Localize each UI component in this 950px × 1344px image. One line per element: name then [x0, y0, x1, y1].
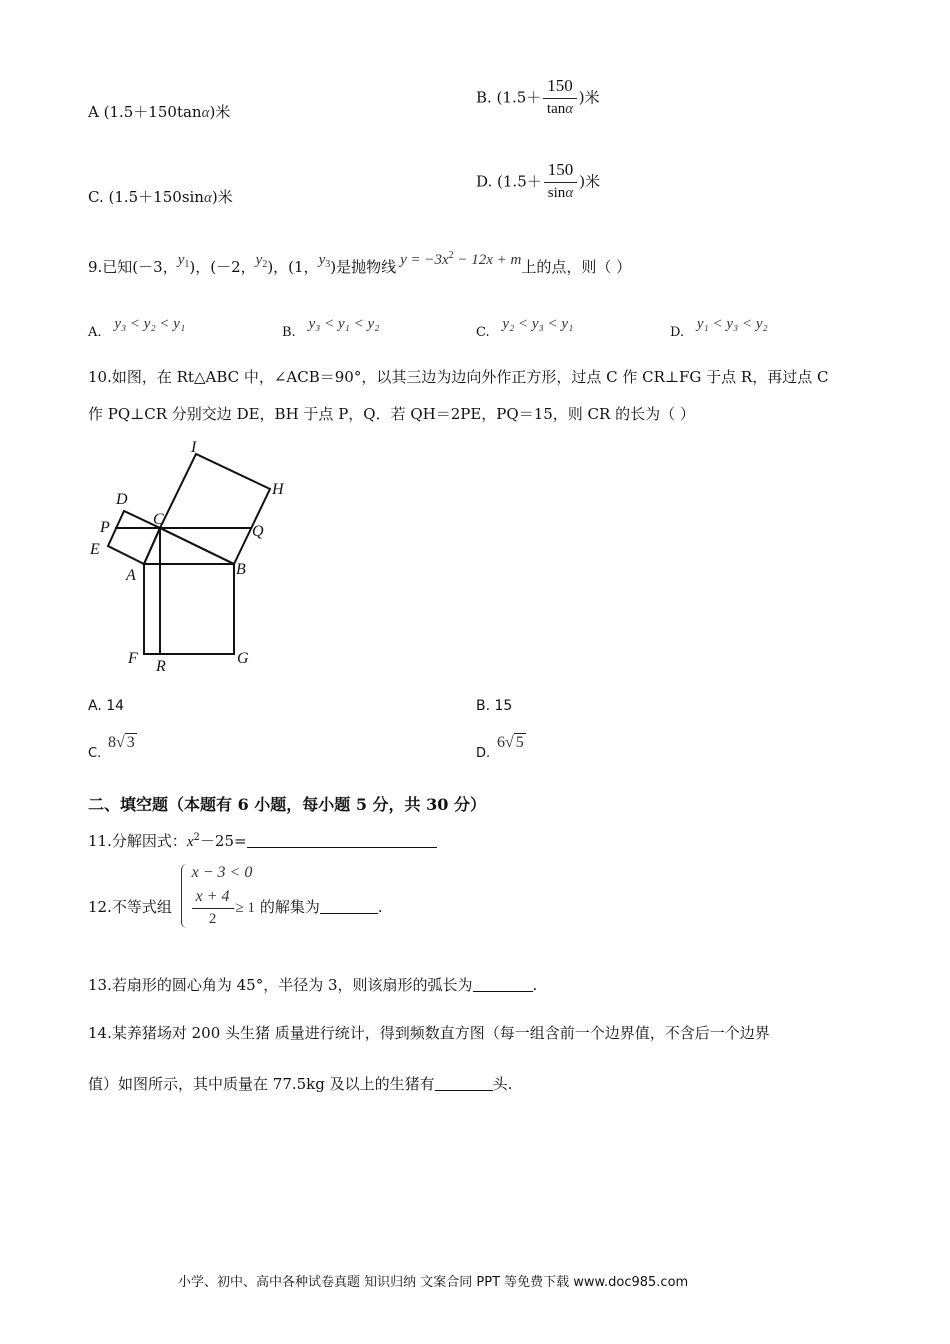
- triangle-abc: [144, 528, 234, 564]
- q14-text-line2: 值）如图所示，其中质量在 77.5kg 及以上的生猪有 头.: [88, 1075, 513, 1093]
- q10-text-line1: 10.如图，在 Rt△ABC 中，∠ACB＝90°，以其三边为边向外作正方形，过点 C 作 CR⊥FG 于点 R，再过点 C: [88, 368, 829, 386]
- section2-title: 二、填空题（本题有 6 小题，每小题 5 分，共 30 分）: [88, 795, 486, 814]
- q10-option-d: D. 6√ 5: [476, 734, 524, 761]
- label-f: F: [128, 650, 138, 667]
- label-q: Q: [252, 523, 264, 540]
- q14-text-line1: 14.某养猪场对 200 头生猪 质量进行统计，得到频数直方图（每一组含前一个边界值，不含后一个边界: [88, 1024, 770, 1042]
- q8-option-d: D. (1.5＋ $\frac{150}{\sin\alpha}$ )米: [476, 160, 601, 201]
- q10-text-line2: 作 PQ⊥CR 分别交边 DE，BH 于点 P，Q．若 QH＝2PE，PQ＝15，则 CR 的长为（ ）: [88, 405, 695, 423]
- q10-option-c: C. 8√ 3: [88, 734, 135, 761]
- q9-question: 9.已知(－3，$y_1$)，(－2，$y_2$)，(1，$y_3$)是抛物线 $y = -3x^2 - 12x + m$上的点，则（ ）: [88, 250, 632, 276]
- square-cbhi: [160, 454, 270, 564]
- q13-answer-blank[interactable]: [473, 977, 533, 992]
- label-d: D: [116, 491, 128, 508]
- q9-option-a: A. y₃ < y₂ < y₁: [88, 316, 186, 340]
- label-i: I: [191, 439, 197, 456]
- label-g: G: [237, 650, 249, 667]
- q8-option-b: B. (1.5＋ $\frac{150}{\tan\alpha}$ )米: [476, 76, 600, 117]
- q10-option-a: A. 14: [88, 698, 125, 714]
- q14-answer-blank[interactable]: [435, 1076, 493, 1091]
- q13-question: 13.若扇形的圆心角为 45°，半径为 3，则该扇形的弧长为 .: [88, 976, 538, 994]
- label-p: P: [100, 519, 110, 536]
- q12-inequality-system: x − 3 < 0 $\frac{x + 4}{2}$ ≥ 1: [181, 864, 255, 928]
- q8-option-a: A (1.5＋150tanα)米: [88, 103, 231, 121]
- q11-answer-blank[interactable]: [247, 833, 437, 848]
- square-abgf: [144, 564, 234, 654]
- label-a: A: [126, 567, 136, 584]
- q9-option-d: D. y₁ < y₃ < y₂: [670, 316, 768, 340]
- label-r: R: [156, 658, 166, 675]
- label-e: E: [90, 541, 100, 558]
- label-h: H: [272, 481, 284, 498]
- q12-question: 12.不等式组 x − 3 < 0 $\frac{x + 4}{2}$ ≥ 1 的解集为 .: [88, 864, 383, 927]
- label-c: C: [153, 511, 164, 528]
- q8-b-fraction: $\frac{150}{\tan\alpha}$: [543, 76, 577, 118]
- q10-geometry-figure: [80, 435, 300, 675]
- label-b: B: [236, 561, 246, 578]
- q8-option-c: C. (1.5＋150sinα)米: [88, 188, 233, 206]
- q10-option-b: B. 15: [476, 698, 513, 714]
- q11-question: 11.分解因式：$x^2-25=$: [88, 830, 437, 851]
- q8-d-fraction: $\frac{150}{\sin\alpha}$: [544, 160, 578, 202]
- page-footer: 小学、初中、高中各种试卷真题 知识归纳 文案合同 PPT 等免费下载 www.doc985.com: [178, 1275, 689, 1290]
- q9-option-c: C. y₂ < y₃ < y₁: [476, 316, 574, 340]
- q12-answer-blank[interactable]: [320, 899, 378, 914]
- q9-option-b: B. y₃ < y₁ < y₂: [282, 316, 380, 340]
